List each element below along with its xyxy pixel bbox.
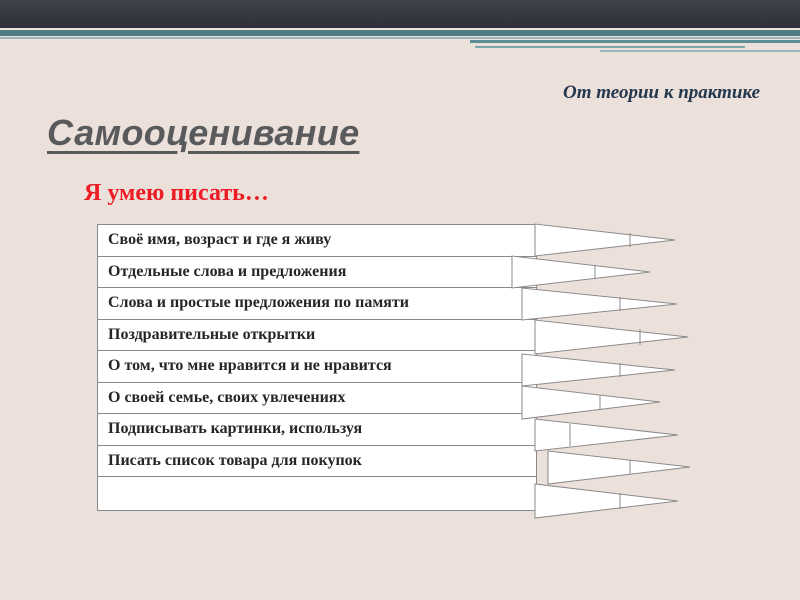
slide-subtitle: От теории к практике <box>562 82 760 103</box>
pencil-arrow-4 <box>535 320 688 354</box>
skill-row: Подписывать картинки, используя <box>98 414 536 446</box>
pencil-arrow-3 <box>522 288 677 320</box>
slide-title: Самооценивание <box>47 112 360 153</box>
skill-row: Отдельные слова и предложения <box>98 257 536 289</box>
top-bar <box>0 0 800 28</box>
skill-row: Слова и простые предложения по памяти <box>98 288 536 320</box>
pencil-arrow-6 <box>522 386 660 419</box>
skill-row <box>98 477 536 510</box>
pencil-arrow-7 <box>535 419 678 451</box>
pencil-arrow-1 <box>535 224 675 256</box>
skill-row: О том, что мне нравится и не нравится <box>98 351 536 383</box>
skills-table <box>97 224 537 511</box>
skill-row: Своё имя, возраст и где я живу <box>98 225 536 257</box>
pencil-arrow-9 <box>535 484 678 518</box>
skill-row: О своей семье, своих увлечениях <box>98 383 536 415</box>
skill-row: Писать список товара для покупок <box>98 446 536 478</box>
pencil-arrow-8 <box>548 451 690 484</box>
pencil-arrow-5 <box>522 354 675 386</box>
pencil-arrows <box>490 224 720 520</box>
pencil-arrow-2 <box>512 256 650 288</box>
decorative-stripes <box>0 28 800 54</box>
lead-text: Я умею писать… <box>84 180 269 206</box>
skill-row: Поздравительные открытки <box>98 320 536 352</box>
